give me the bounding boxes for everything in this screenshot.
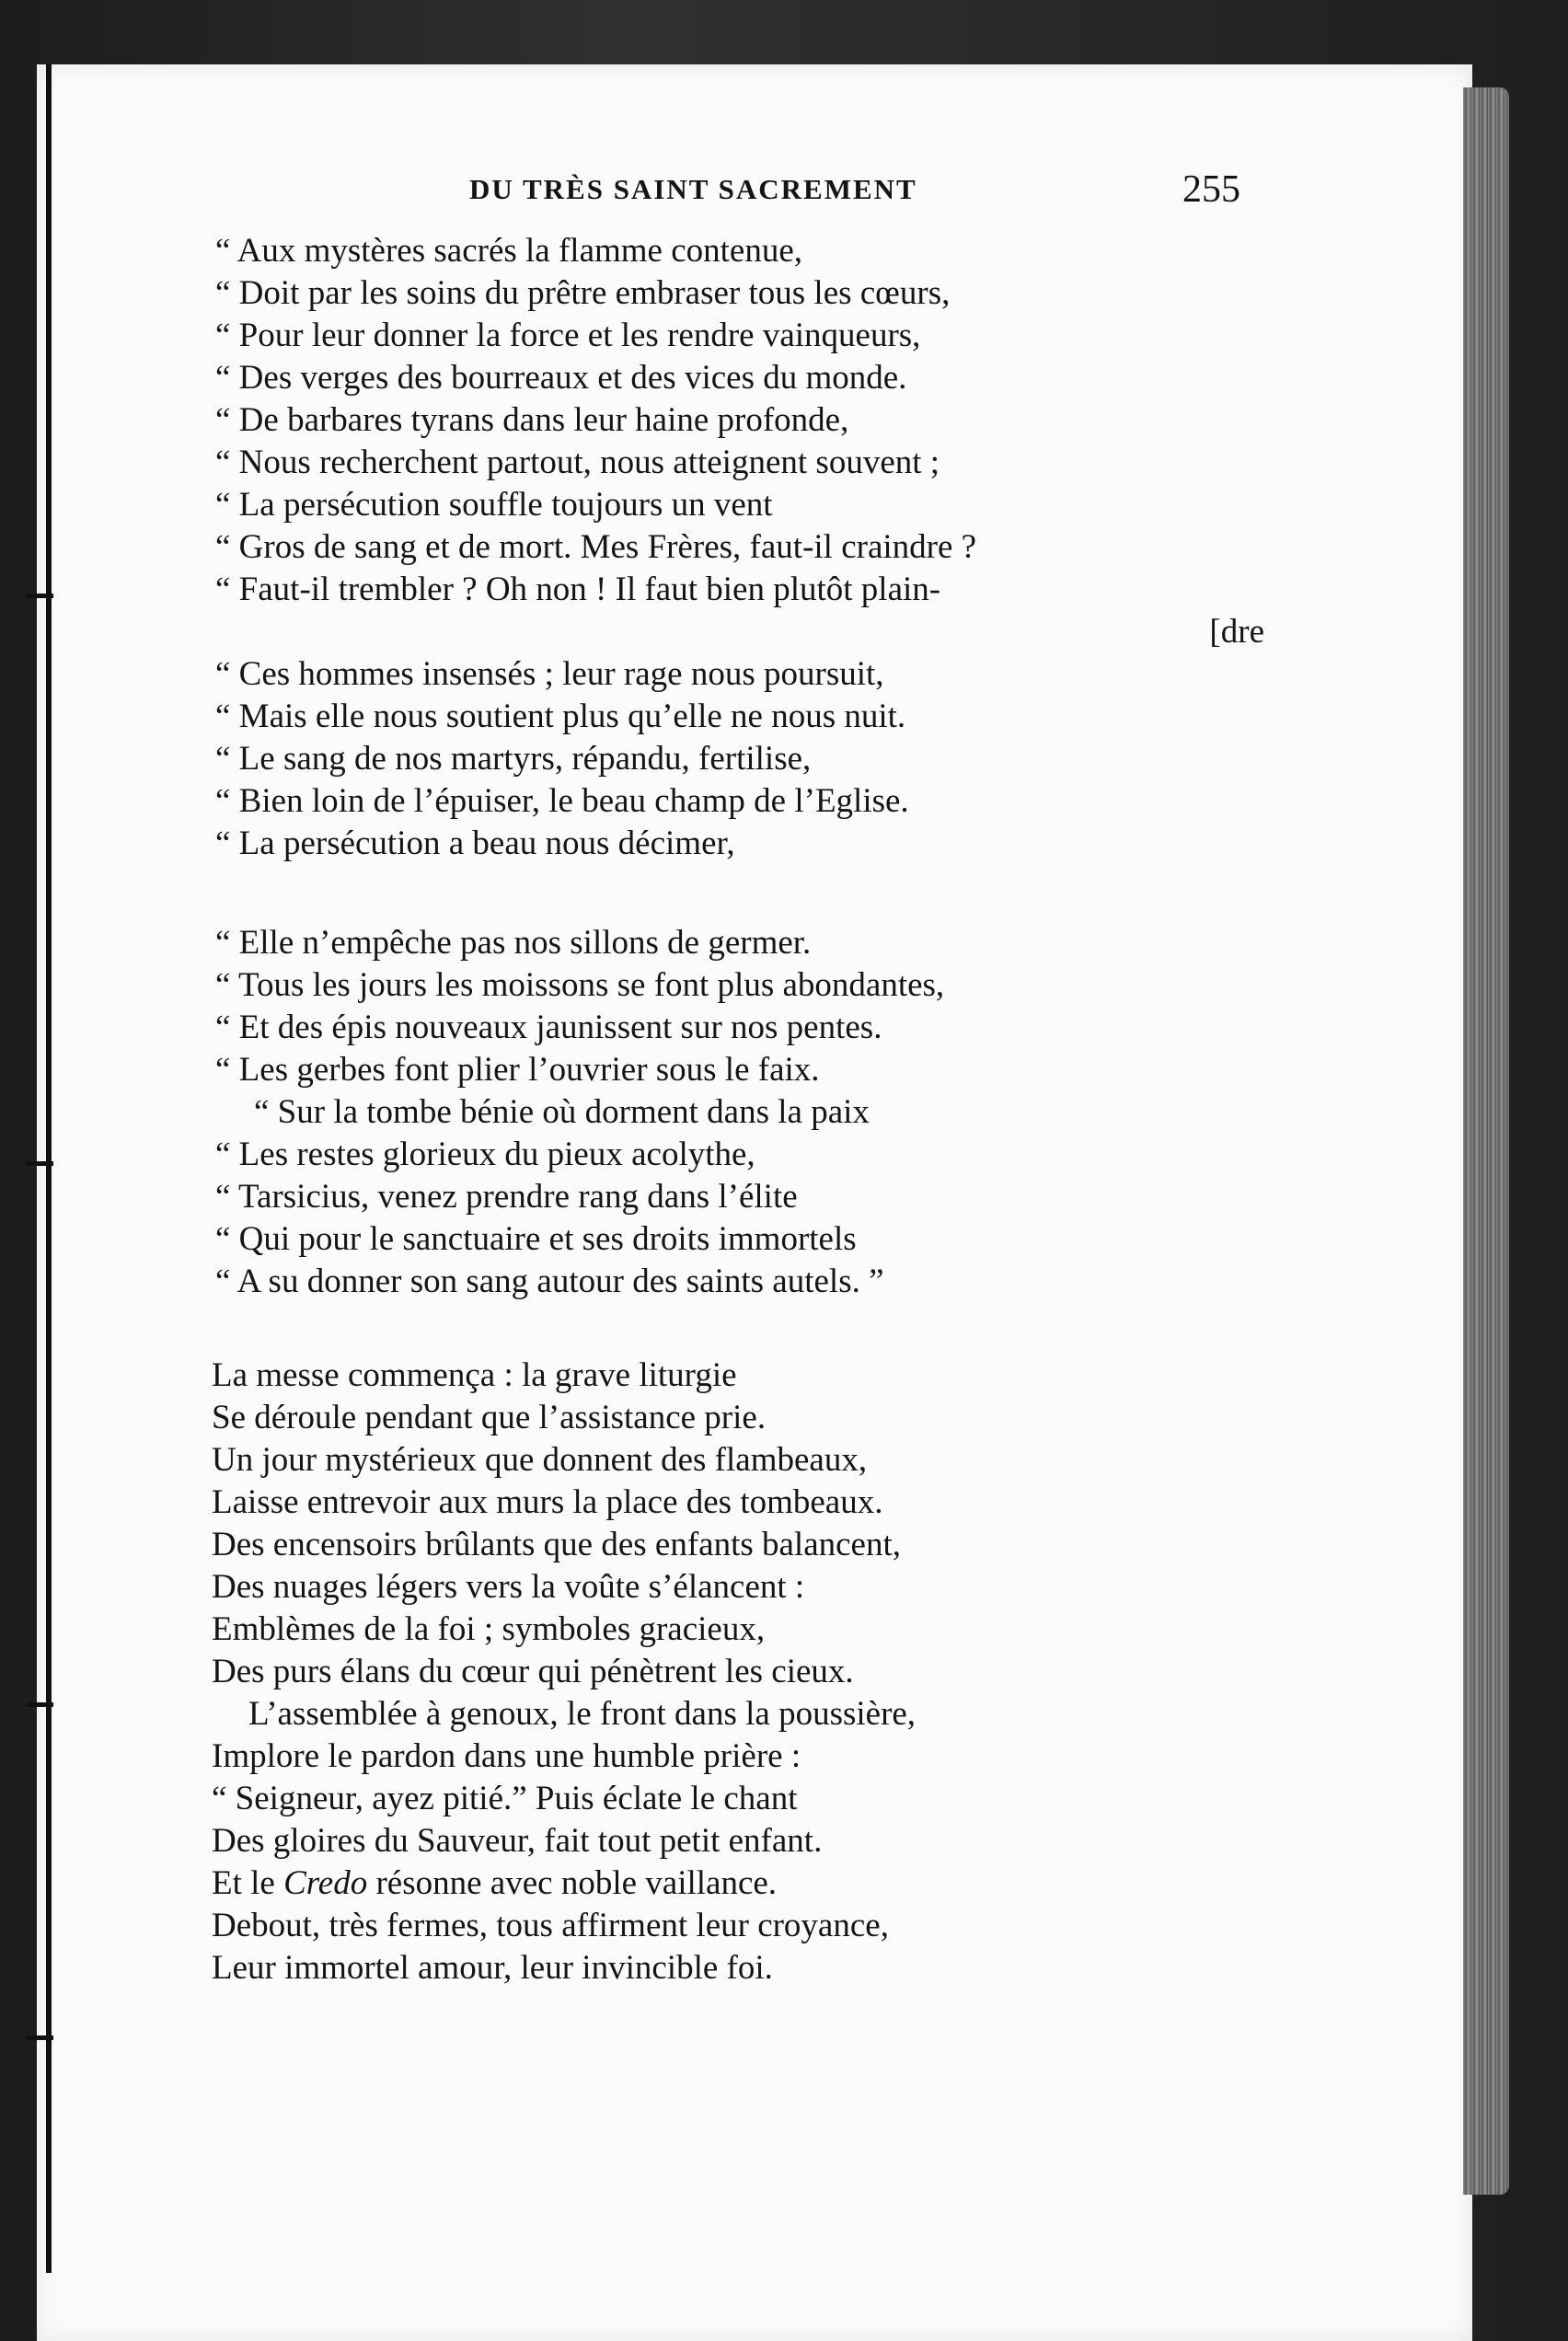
stanza-2 [215, 653, 1264, 865]
page-stack-edge [1463, 87, 1509, 2195]
narrative-line: Implore le pardon dans une humble prière : [212, 1737, 801, 1775]
page-header [0, 168, 1568, 219]
verse-line: “ Les gerbes font plier l’ouvrier sous le faix. [215, 1051, 820, 1089]
stanza-1 [215, 230, 1264, 653]
credo-word: Credo [283, 1864, 368, 1902]
narrative-line: Laisse entrevoir aux murs la place des tombeaux. [212, 1483, 883, 1521]
verse-line: “ A su donner son sang autour des saints autels. ” [215, 1263, 884, 1300]
narrative-line: Un jour mystérieux que donnent des flambeaux, [212, 1441, 868, 1479]
verse-line: “ Elle n’empêche pas nos sillons de germer. [215, 924, 812, 962]
narrative-line: Debout, très fermes, tous affirment leur croyance, [212, 1907, 889, 1944]
narrative-section [212, 1355, 1264, 1989]
verse-line: “ Tarsicius, venez prendre rang dans l’élite [215, 1178, 798, 1216]
credo-after: résonne avec noble vaillance. [367, 1864, 778, 1902]
margin-tick [26, 594, 53, 598]
verse-line: “ Qui pour le sanctuaire et ses droits immortels [215, 1220, 857, 1258]
margin-tick [26, 2035, 53, 2040]
verse-line-indented: “ Sur la tombe bénie où dorment dans la paix [254, 1093, 870, 1131]
narrative-line: La messe commença : la grave liturgie [212, 1356, 737, 1394]
verse-line: “ Et des épis nouveaux jaunissent sur nos pentes. [215, 1009, 882, 1046]
verse-line: “ Des verges des bourreaux et des vices du monde. [215, 359, 907, 397]
verse-line: “ Doit par les soins du prêtre embraser tous les cœurs, [215, 274, 951, 312]
poem-text [212, 230, 1264, 1989]
narrative-line: Des gloires du Sauveur, fait tout petit enfant. [212, 1822, 823, 1860]
verse-line: “ Aux mystères sacrés la flamme contenue, [215, 232, 803, 270]
stanza-3 [215, 922, 1264, 1134]
verse-continuation: [dre [1209, 613, 1264, 651]
verse-line: “ Les restes glorieux du pieux acolythe, [215, 1136, 755, 1173]
binding-line [46, 64, 52, 2273]
verse-line: “ Faut-il trembler ? Oh non ! Il faut bien plutôt plain- [215, 571, 941, 608]
narrative-line: Leur immortel amour, leur invincible foi. [212, 1949, 773, 1987]
credo-line [212, 1862, 1264, 1905]
stanza-4 [215, 1134, 1264, 1303]
verse-line: “ Tous les jours les moissons se font plus abondantes, [215, 966, 945, 1004]
stanza-gap [215, 865, 1264, 909]
narrative-line: Se déroule pendant que l’assistance prie. [212, 1399, 767, 1436]
narrative-line-indented: L’assemblée à genoux, le front dans la poussière, [248, 1695, 917, 1733]
verse-line: “ Pour leur donner la force et les rendre vainqueurs, [215, 317, 921, 354]
section-gap [215, 1303, 1264, 1347]
narrative-line: Des encensoirs brûlants que des enfants balancent, [212, 1526, 901, 1563]
narrative-line: Emblèmes de la foi ; symboles gracieux, [212, 1610, 766, 1648]
margin-tick [26, 1702, 53, 1707]
narrative-line: Des purs élans du cœur qui pénètrent les cieux. [212, 1653, 854, 1690]
narrative-line: “ Seigneur, ayez pitié.” Puis éclate le chant [212, 1780, 798, 1817]
narrative-line: Des nuages légers vers la voûte s’élancent : [212, 1568, 805, 1606]
verse-line: “ La persécution souffle toujours un vent [215, 486, 773, 524]
verse-line: “ De barbares tyrans dans leur haine profonde, [215, 401, 849, 439]
running-title: DU TRÈS SAINT SACREMENT [469, 173, 917, 205]
credo-before: Et le [212, 1864, 284, 1902]
verse-line: “ Bien loin de l’épuiser, le beau champ de l’Eglise. [215, 782, 909, 820]
page-number: 255 [1182, 168, 1240, 211]
verse-line: “ La persécution a beau nous décimer, [215, 825, 735, 862]
verse-line: “ Mais elle nous soutient plus qu’elle ne nous nuit. [215, 698, 906, 735]
verse-line: “ Gros de sang et de mort. Mes Frères, faut-il craindre ? [215, 528, 977, 566]
verse-line: “ Ces hommes insensés ; leur rage nous poursuit, [215, 655, 884, 693]
verse-line: “ Le sang de nos martyrs, répandu, fertilise, [215, 740, 812, 778]
verse-line: “ Nous recherchent partout, nous atteignent souvent ; [215, 444, 940, 481]
margin-tick [26, 1161, 53, 1166]
